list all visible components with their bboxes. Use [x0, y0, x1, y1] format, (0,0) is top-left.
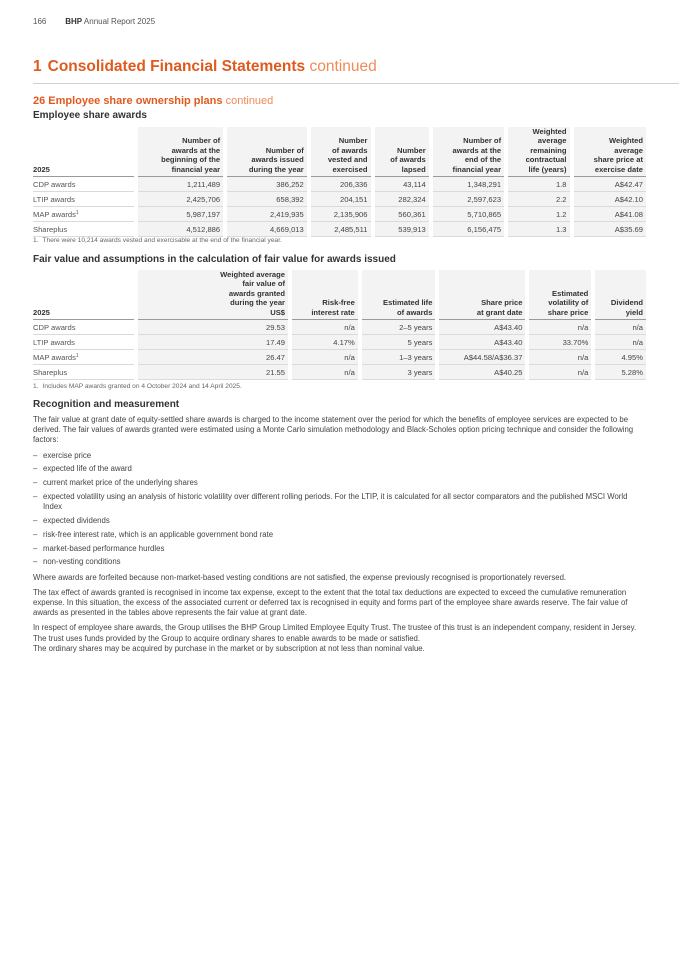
table-cell: 1.8 [508, 177, 569, 192]
column-header-line: Estimated life [383, 298, 433, 308]
table-cell: A$44.58/A$36.37 [439, 350, 525, 365]
column-header [529, 270, 591, 320]
column-header [433, 127, 504, 177]
table-cell: A$43.40 [439, 320, 525, 335]
ordinary-shares-text: The ordinary shares may be acquired by purchase in the market or by subscription at not less than nominal value. [33, 643, 425, 653]
section-title-text: Consolidated Financial Statements [47, 58, 306, 75]
table-cell: n/a [595, 320, 646, 335]
table-cell: 2,425,706 [138, 192, 223, 207]
footnote-marker: 1 [75, 210, 79, 217]
row-label-text: Shareplus [33, 225, 68, 235]
column-header-line: awards at the [452, 145, 502, 155]
tax-paragraph: The tax effect of awards granted is recognised in income tax expense, except to the extent that the total tax deductions are expected to exceed the cumulative remuneration expense. In this situation, the excess of the associated current or deferred tax is recognised in equity and forms part of the employee share awards reserve. The fair value of awards as presented in the tables above represents the fair value at grant date. [33, 587, 628, 618]
factor-item: – exercise price [33, 451, 646, 461]
column-header-line: remaining [530, 145, 567, 155]
table-cell: 560,361 [375, 207, 429, 222]
footnote-marker: 1 [75, 353, 79, 360]
table-cell: 5.28% [595, 365, 646, 380]
table-cell: n/a [292, 350, 358, 365]
column-header-line: share price at [593, 155, 643, 165]
trust-text: In respect of employee share awards, the Group utilises the BHP Group Limited Employee Equity Trust. The trustee of this trust is an independent company, resident in Jersey. The trust uses funds provided by the Group to acquire ordinary shares to enable awards to be made or satisfied. [33, 623, 637, 643]
row-label-text: MAP awards [33, 210, 76, 220]
table-cell: 17.49 [138, 335, 288, 350]
row-label-text: CDP awards [33, 323, 76, 333]
trust-paragraph [33, 623, 646, 654]
table-header-row [33, 127, 646, 177]
table-cell: 4.17% [292, 335, 358, 350]
table-cell: 4,512,886 [138, 222, 223, 237]
factor-item: – non-vesting conditions [33, 557, 646, 567]
column-header-line: Weighted average [220, 270, 285, 279]
table-cell: 1–3 years [362, 350, 436, 365]
column-header-line: of awards [332, 145, 368, 155]
footnote-number: 1. [33, 237, 39, 244]
column-header-line: Number of [463, 136, 502, 146]
column-header-line: share price [547, 307, 589, 317]
table-cell: 2,419,935 [227, 207, 307, 222]
table-cell: 658,392 [227, 192, 307, 207]
brand-name: BHP [65, 17, 83, 26]
column-header-line: financial year [452, 164, 502, 174]
column-header-line: interest rate [311, 307, 355, 317]
row-label [33, 207, 134, 222]
table-row [33, 177, 646, 192]
table-cell: n/a [529, 320, 591, 335]
column-header-line: at grant date [476, 307, 523, 317]
column-header-line: during the year [248, 164, 304, 174]
table-row [33, 192, 646, 207]
section-divider [33, 83, 679, 84]
section-number: 1 [33, 58, 42, 75]
column-header [227, 127, 307, 177]
section-title [33, 58, 377, 76]
row-label-text: MAP awards [33, 353, 76, 363]
column-header [138, 270, 288, 320]
table1-subheading: Employee share awards [33, 110, 147, 121]
table-cell: 26.47 [138, 350, 288, 365]
table-cell: A$42.47 [574, 177, 647, 192]
table-cell: 2,597,623 [433, 192, 504, 207]
year-header: 2025 [33, 127, 134, 177]
table-cell: 2,485,511 [311, 222, 371, 237]
column-header [439, 270, 525, 320]
table-cell: 206,336 [311, 177, 371, 192]
table-cell: 43,114 [375, 177, 429, 192]
table-cell: 5,987,197 [138, 207, 223, 222]
column-header [595, 270, 646, 320]
table1-footnote [33, 237, 282, 244]
column-header-line: Share price [481, 298, 523, 308]
page-header [33, 17, 155, 26]
column-header-line: lapsed [401, 164, 426, 174]
column-header-line: of awards [390, 155, 426, 165]
table-cell: 2–5 years [362, 320, 436, 335]
column-header-line: Risk-free [322, 298, 355, 308]
row-label [33, 222, 134, 237]
factor-item: – current market price of the underlying shares [33, 478, 646, 488]
table-cell: 5 years [362, 335, 436, 350]
column-header-line: average [614, 145, 643, 155]
table-cell: A$40.25 [439, 365, 525, 380]
row-label [33, 320, 134, 335]
column-header-line: awards granted [228, 288, 285, 298]
table-cell: 282,324 [375, 192, 429, 207]
column-header [292, 270, 358, 320]
table-row [33, 222, 646, 237]
column-header [508, 127, 569, 177]
row-label-text: Shareplus [33, 368, 68, 378]
factor-item: – expected volatility using an analysis of historic volatility over different rolling periods. For the LTIP, it is calculated for all sector comparators and the published MSCI World Index [33, 492, 646, 512]
table-row [33, 335, 646, 350]
column-header-line: fair value of [242, 279, 285, 289]
report-name: Annual Report 2025 [83, 17, 156, 26]
table-cell: 1,348,291 [433, 177, 504, 192]
column-header-line: exercise date [594, 164, 643, 174]
table-cell: 4,669,013 [227, 222, 307, 237]
column-header-line: life (years) [528, 164, 567, 174]
factors-list [33, 451, 646, 568]
column-header-line: of awards [396, 307, 433, 317]
column-header-line: Number [338, 136, 368, 146]
table-cell: A$42.10 [574, 192, 647, 207]
column-header-line: exercised [332, 164, 368, 174]
table2-subheading: Fair value and assumptions in the calculation of fair value for awards issued [33, 254, 396, 265]
column-header-line: yield [625, 307, 643, 317]
column-header-line: average [537, 136, 567, 146]
table-cell: 4.95% [595, 350, 646, 365]
column-header [362, 270, 436, 320]
section-continued: continued [309, 58, 377, 75]
table-cell: n/a [595, 335, 646, 350]
recognition-heading: Recognition and measurement [33, 399, 180, 410]
employee-share-awards-table [33, 127, 646, 237]
row-label-text: CDP awards [33, 180, 76, 190]
column-header-line: awards at the [171, 145, 221, 155]
table-cell: n/a [529, 365, 591, 380]
table-row [33, 365, 646, 380]
note-continued: continued [225, 95, 274, 107]
column-header-line: Weighted [532, 127, 567, 136]
factor-item: – market-based performance hurdles [33, 544, 646, 554]
table-cell: 29.53 [138, 320, 288, 335]
row-label [33, 192, 134, 207]
column-header [138, 127, 223, 177]
table-cell: 204,151 [311, 192, 371, 207]
column-header-line: Number of [265, 145, 304, 155]
footnote-text: There were 10,214 awards vested and exercisable at the end of the financial year. [42, 237, 282, 244]
row-label-text: LTIP awards [33, 195, 75, 205]
year-header: 2025 [33, 270, 134, 320]
table-cell: A$41.08 [574, 207, 647, 222]
table-cell: A$43.40 [439, 335, 525, 350]
note-title [33, 95, 273, 107]
column-header-line: Number [397, 145, 426, 155]
recognition-intro: The fair value at grant date of equity-settled share awards is charged to the income statement over the period for which the benefits of employee services are expected to be derived. The fair values of awards granted were estimated using a Monte Carlo simulation methodology and Black-Scholes option pricing technique and consider the following factors: [33, 415, 634, 445]
column-header-line: contractual [525, 155, 567, 165]
column-header-line: awards issued [251, 155, 304, 165]
column-header-line: financial year [171, 164, 221, 174]
footnote-text: Includes MAP awards granted on 4 October 2024 and 14 April 2025. [42, 383, 242, 390]
column-header-line: Number of [182, 136, 221, 146]
column-header [375, 127, 429, 177]
row-label [33, 365, 134, 380]
table-row [33, 320, 646, 335]
table-cell: 1.2 [508, 207, 569, 222]
table-cell: 386,252 [227, 177, 307, 192]
column-header [574, 127, 647, 177]
table-cell: 539,913 [375, 222, 429, 237]
column-header-line: end of the [464, 155, 502, 165]
table-cell: 2.2 [508, 192, 569, 207]
table-cell: 21.55 [138, 365, 288, 380]
table-cell: 5,710,865 [433, 207, 504, 222]
row-label [33, 177, 134, 192]
column-header-line: vested and [327, 155, 368, 165]
table-cell: n/a [292, 320, 358, 335]
fair-value-assumptions-table [33, 270, 646, 380]
factor-item: – risk-free interest rate, which is an applicable government bond rate [33, 530, 646, 540]
page-number: 166 [33, 17, 47, 26]
column-header-line: US$ [270, 307, 285, 317]
recognition-body [33, 415, 646, 654]
table-cell: 3 years [362, 365, 436, 380]
row-label-text: LTIP awards [33, 338, 75, 348]
factor-item: – expected dividends [33, 516, 646, 526]
table-row [33, 207, 646, 222]
table-cell: n/a [529, 350, 591, 365]
column-header-line: beginning of the [161, 155, 221, 165]
table-cell: 1.3 [508, 222, 569, 237]
factor-item: – expected life of the award [33, 464, 646, 474]
note-title-text: 26 Employee share ownership plans [33, 95, 223, 107]
table-cell: 6,156,475 [433, 222, 504, 237]
footnote-number: 1. [33, 383, 39, 390]
table-cell: A$35.69 [574, 222, 647, 237]
table-header-row [33, 270, 646, 320]
table-cell: 2,135,906 [311, 207, 371, 222]
table-row [33, 350, 646, 365]
table-cell: 33.70% [529, 335, 591, 350]
column-header-line: Weighted [608, 136, 643, 146]
table-cell: n/a [292, 365, 358, 380]
row-label [33, 335, 134, 350]
column-header-line: Dividend [610, 298, 643, 308]
row-label [33, 350, 134, 365]
table2-footnote [33, 383, 242, 390]
column-header-line: Estimated [552, 288, 589, 298]
column-header [311, 127, 371, 177]
table-cell: 1,211,489 [138, 177, 223, 192]
forfeit-paragraph: Where awards are forfeited because non-market-based vesting conditions are not satisfied, the expense previously recognised is proportionately reversed. [33, 572, 567, 582]
column-header-line: volatility of [548, 298, 589, 308]
column-header-line: during the year [230, 298, 285, 308]
